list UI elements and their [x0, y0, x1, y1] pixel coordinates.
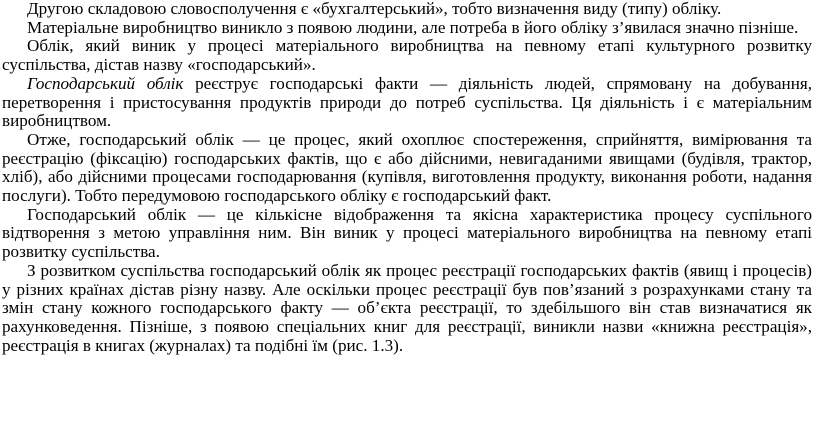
- paragraph-2-text: Матеріальне виробництво виникло з появою людини, але потреба в його обліку з’явилася значно пізніше.: [27, 17, 799, 37]
- paragraph-6: [2, 206, 812, 262]
- paragraph-7-text: З розвитком суспільства господарський облік як процес реєстрації господарських фактів (явищ і процесів) у різних країнах дістав різну назву. Але оскільки процес реєстрації був пов’язаний з розрахунками стану та змін стану кожного господарського факту — об’єкта реєстрації, то здебільшого він став визначатися як рахунковедення. Пізніше, з появою спеціальних книг для реєстрації, виникли назви «книжна реєстрація», реєстрація в книгах (журналах) та подібні їм (рис. 1.3).: [2, 260, 812, 355]
- paragraph-3: [2, 37, 812, 74]
- paragraph-7: [2, 262, 812, 356]
- paragraph-5: [2, 131, 812, 206]
- paragraph-4: [2, 75, 812, 131]
- paragraph-1-text: Другою складовою словосполучення є «бухгалтерський», тобто визначення виду (типу) обліку.: [27, 0, 722, 18]
- paragraph-6-text: Господарський облік — це кількісне відображення та якісна характеристика процесу суспільного відтворення з метою управління ним. Він виник у процесі матеріального виробництва на певному етапі розвитку суспільства.: [2, 204, 812, 262]
- paragraph-2: [2, 19, 812, 38]
- term-italic: Господарський облік: [27, 73, 184, 93]
- paragraph-3-text: Облік, який виник у процесі матеріального виробництва на певному етапі культурного розвитку суспільства, дістав назву «господарський».: [2, 36, 812, 75]
- paragraph-1: [2, 0, 812, 19]
- paragraph-5-text: Отже, господарський облік — це процес, який охоплює спостереження, сприйняття, вимірювання та реєстрацію (фіксацію) господарських фактів, що є або дійсними, невигаданими явищами (будівля, трактор, хліб), або дійсними процесами господарювання (купівля, виготовлення продукту, виконання роботи, надання послуги). Тобто передумовою господарського обліку є господарський факт.: [2, 129, 812, 206]
- paragraph-4-text: реєструє господарські факти — діяльність людей, спрямовану на добування, перетворення і пристосування продуктів природи до потреб суспільства. Ця діяльність і є матеріальним виробництвом.: [2, 73, 812, 131]
